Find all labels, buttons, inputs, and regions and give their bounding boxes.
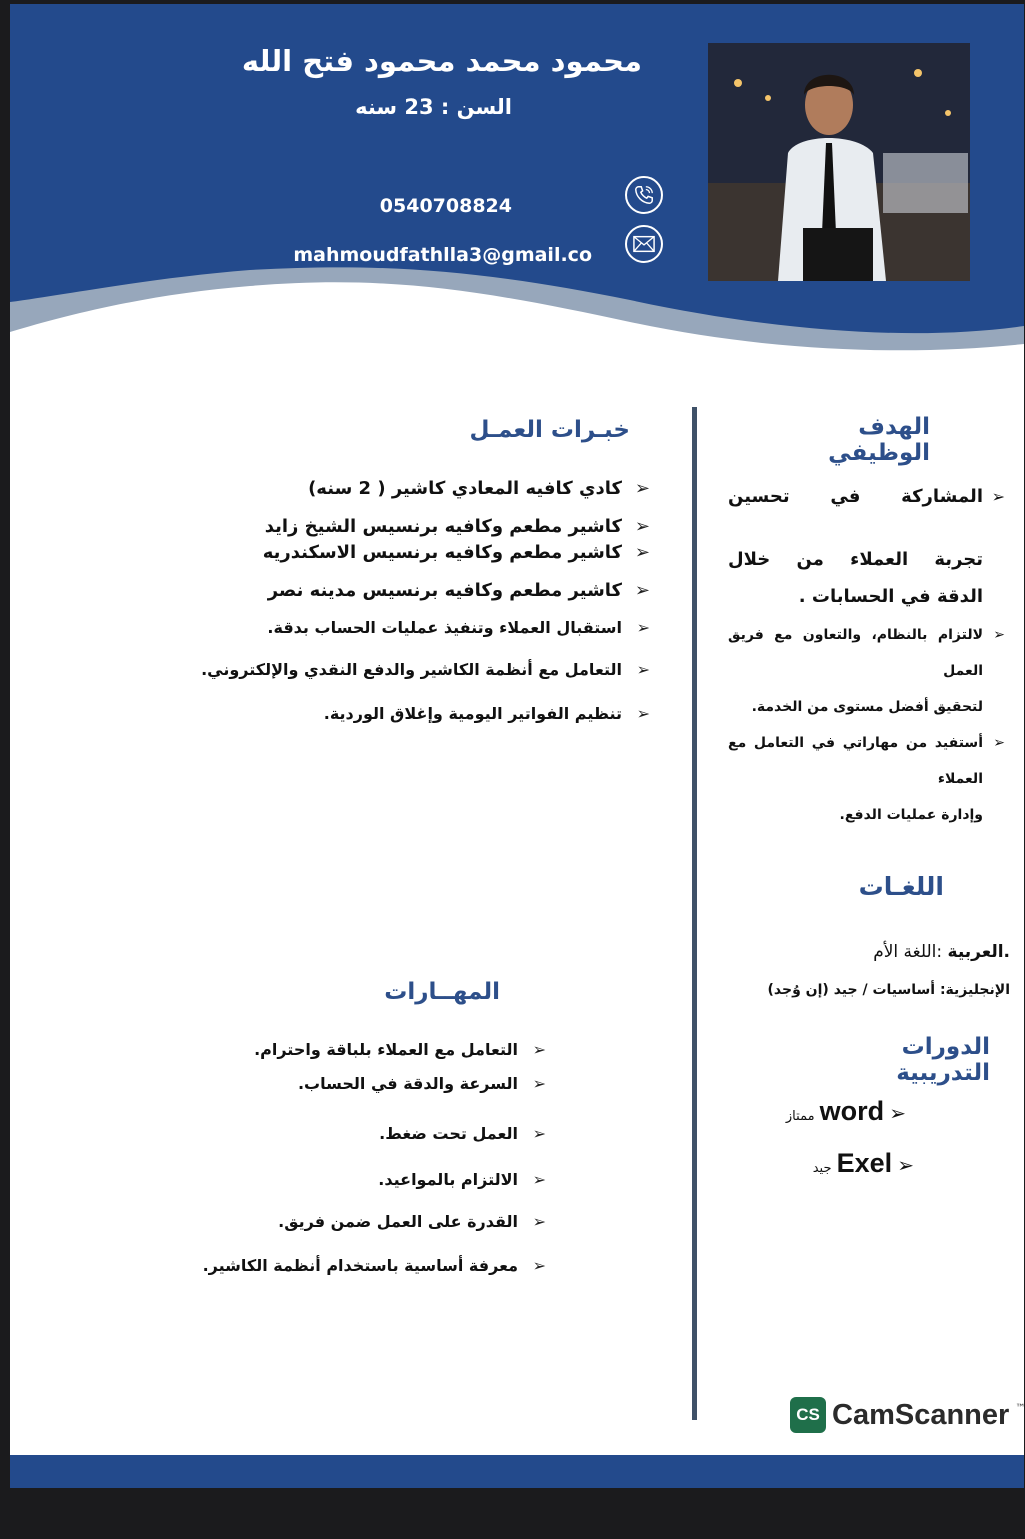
bullet-arrow-icon: ➢ (634, 580, 650, 601)
bullet-arrow-icon: ➢ (532, 1074, 546, 1093)
objective-line: المشاركة في تحسين (728, 486, 983, 507)
bullet-arrow-icon: ➢ (636, 660, 650, 679)
list-item: ➢ كادي كافيه المعادي كاشير ( 2 سنه) (308, 478, 650, 499)
cv-page (10, 4, 1024, 1488)
bullet-arrow-icon: ➢ (634, 516, 650, 537)
age-text: السن : 23 سنه (355, 95, 512, 119)
phone-icon (625, 176, 663, 214)
bullet-arrow-icon: ➢ (993, 627, 1005, 643)
objective-section (728, 478, 1005, 833)
objective-line: تجربة العملاء من خلال (728, 549, 983, 570)
objective-bullet-line: أستفيد من مهاراتي في التعامل مع العملاء (728, 735, 983, 787)
language-level: :اللغة الأم (873, 942, 943, 962)
envelope-icon (625, 225, 663, 263)
skills-list (203, 1040, 546, 1290)
full-name: محمود محمد محمود فتح الله (241, 44, 642, 78)
list-item: ➢ الالتزام بالمواعيد. (378, 1170, 546, 1189)
objective-bullet-line: لتحقيق أفضل مستوى من الخدمة. (751, 699, 983, 715)
bullet-arrow-icon: ➢ (897, 1153, 914, 1177)
skills-heading: المهــارات (384, 979, 500, 1005)
bullet-arrow-icon: ➢ (889, 1101, 906, 1125)
list-item: ➢ تنظيم الفواتير اليومية وإغلاق الوردية. (323, 704, 650, 723)
objective-heading: الهدف الوظيفي (828, 414, 930, 466)
language-name: العربية (947, 942, 1004, 962)
bullet-arrow-icon: ➢ (532, 1212, 546, 1231)
camscanner-watermark (790, 1397, 1025, 1433)
language-arabic (770, 942, 1010, 962)
bullet-arrow-icon: ➢ (636, 618, 650, 637)
footer-bar (10, 1455, 1024, 1488)
list-item: ➢ السرعة والدقة في الحساب. (297, 1074, 546, 1093)
objective-bullet-line: وإدارة عمليات الدفع. (839, 807, 983, 823)
bullet-arrow-icon: ➢ (634, 478, 650, 499)
trademark-symbol: ™ (1015, 1403, 1025, 1414)
course-level: جيد (812, 1161, 832, 1176)
list-item: ➢ معرفة أساسية باستخدام أنظمة الكاشير. (202, 1256, 546, 1275)
bullet-arrow-icon: ➢ (532, 1040, 546, 1059)
objective-bullet-line: لالتزام بالنظام، والتعاون مع فريق العمل (728, 627, 983, 679)
bullet-arrow-icon: ➢ (532, 1256, 546, 1275)
course-item (750, 1096, 906, 1127)
list-item: ➢ كاشير مطعم وكافيه برنسيس مدينه نصر (267, 580, 650, 601)
list-item: ➢ التعامل مع العملاء بلباقة واحترام. (254, 1040, 546, 1059)
profile-photo (708, 43, 970, 281)
list-item: ➢ استقبال العملاء وتنفيذ عمليات الحساب بدقة. (267, 618, 650, 637)
objective-line: الدقة في الحسابات . (798, 586, 983, 607)
column-divider (692, 407, 697, 1420)
experience-heading: خبـرات العمـل (469, 417, 630, 443)
courses-heading: الدورات التدريبية (896, 1034, 990, 1086)
camscanner-logo-icon: CS (790, 1397, 826, 1433)
bullet-arrow-icon: ➢ (634, 542, 650, 563)
list-item: ➢ العمل تحت ضغط. (379, 1124, 546, 1143)
bullet-arrow-icon: ➢ (532, 1170, 546, 1189)
bullet-arrow-icon: ➢ (993, 735, 1005, 751)
bullet-arrow-icon: ➢ (991, 487, 1005, 506)
course-item (750, 1148, 914, 1179)
email-address[interactable]: mahmoudfathlla3@gmail.co (293, 244, 592, 266)
phone-number[interactable]: 0540708824 (379, 195, 512, 217)
course-name: word (819, 1096, 885, 1126)
language-english: الإنجليزية: أساسيات / جيد (إن وُجد) (767, 982, 1010, 998)
course-level: ممتاز (785, 1109, 815, 1124)
bullet-arrow-icon: ➢ (636, 704, 650, 723)
list-item: ➢ كاشير مطعم وكافيه برنسيس الشيخ زايد (264, 516, 650, 537)
bullet-arrow-icon: ➢ (532, 1124, 546, 1143)
camscanner-text: CamScanner (832, 1398, 1010, 1431)
course-name: Exel (836, 1148, 893, 1178)
experience-list (201, 478, 650, 744)
list-item: ➢ كاشير مطعم وكافيه برنسيس الاسكندريه (262, 542, 650, 563)
language-dot: . (1003, 942, 1010, 962)
list-item: ➢ القدرة على العمل ضمن فريق. (278, 1212, 546, 1231)
languages-heading: اللغـات (858, 872, 944, 901)
list-item: ➢ التعامل مع أنظمة الكاشير والدفع النقدي والإلكتروني. (201, 660, 650, 679)
